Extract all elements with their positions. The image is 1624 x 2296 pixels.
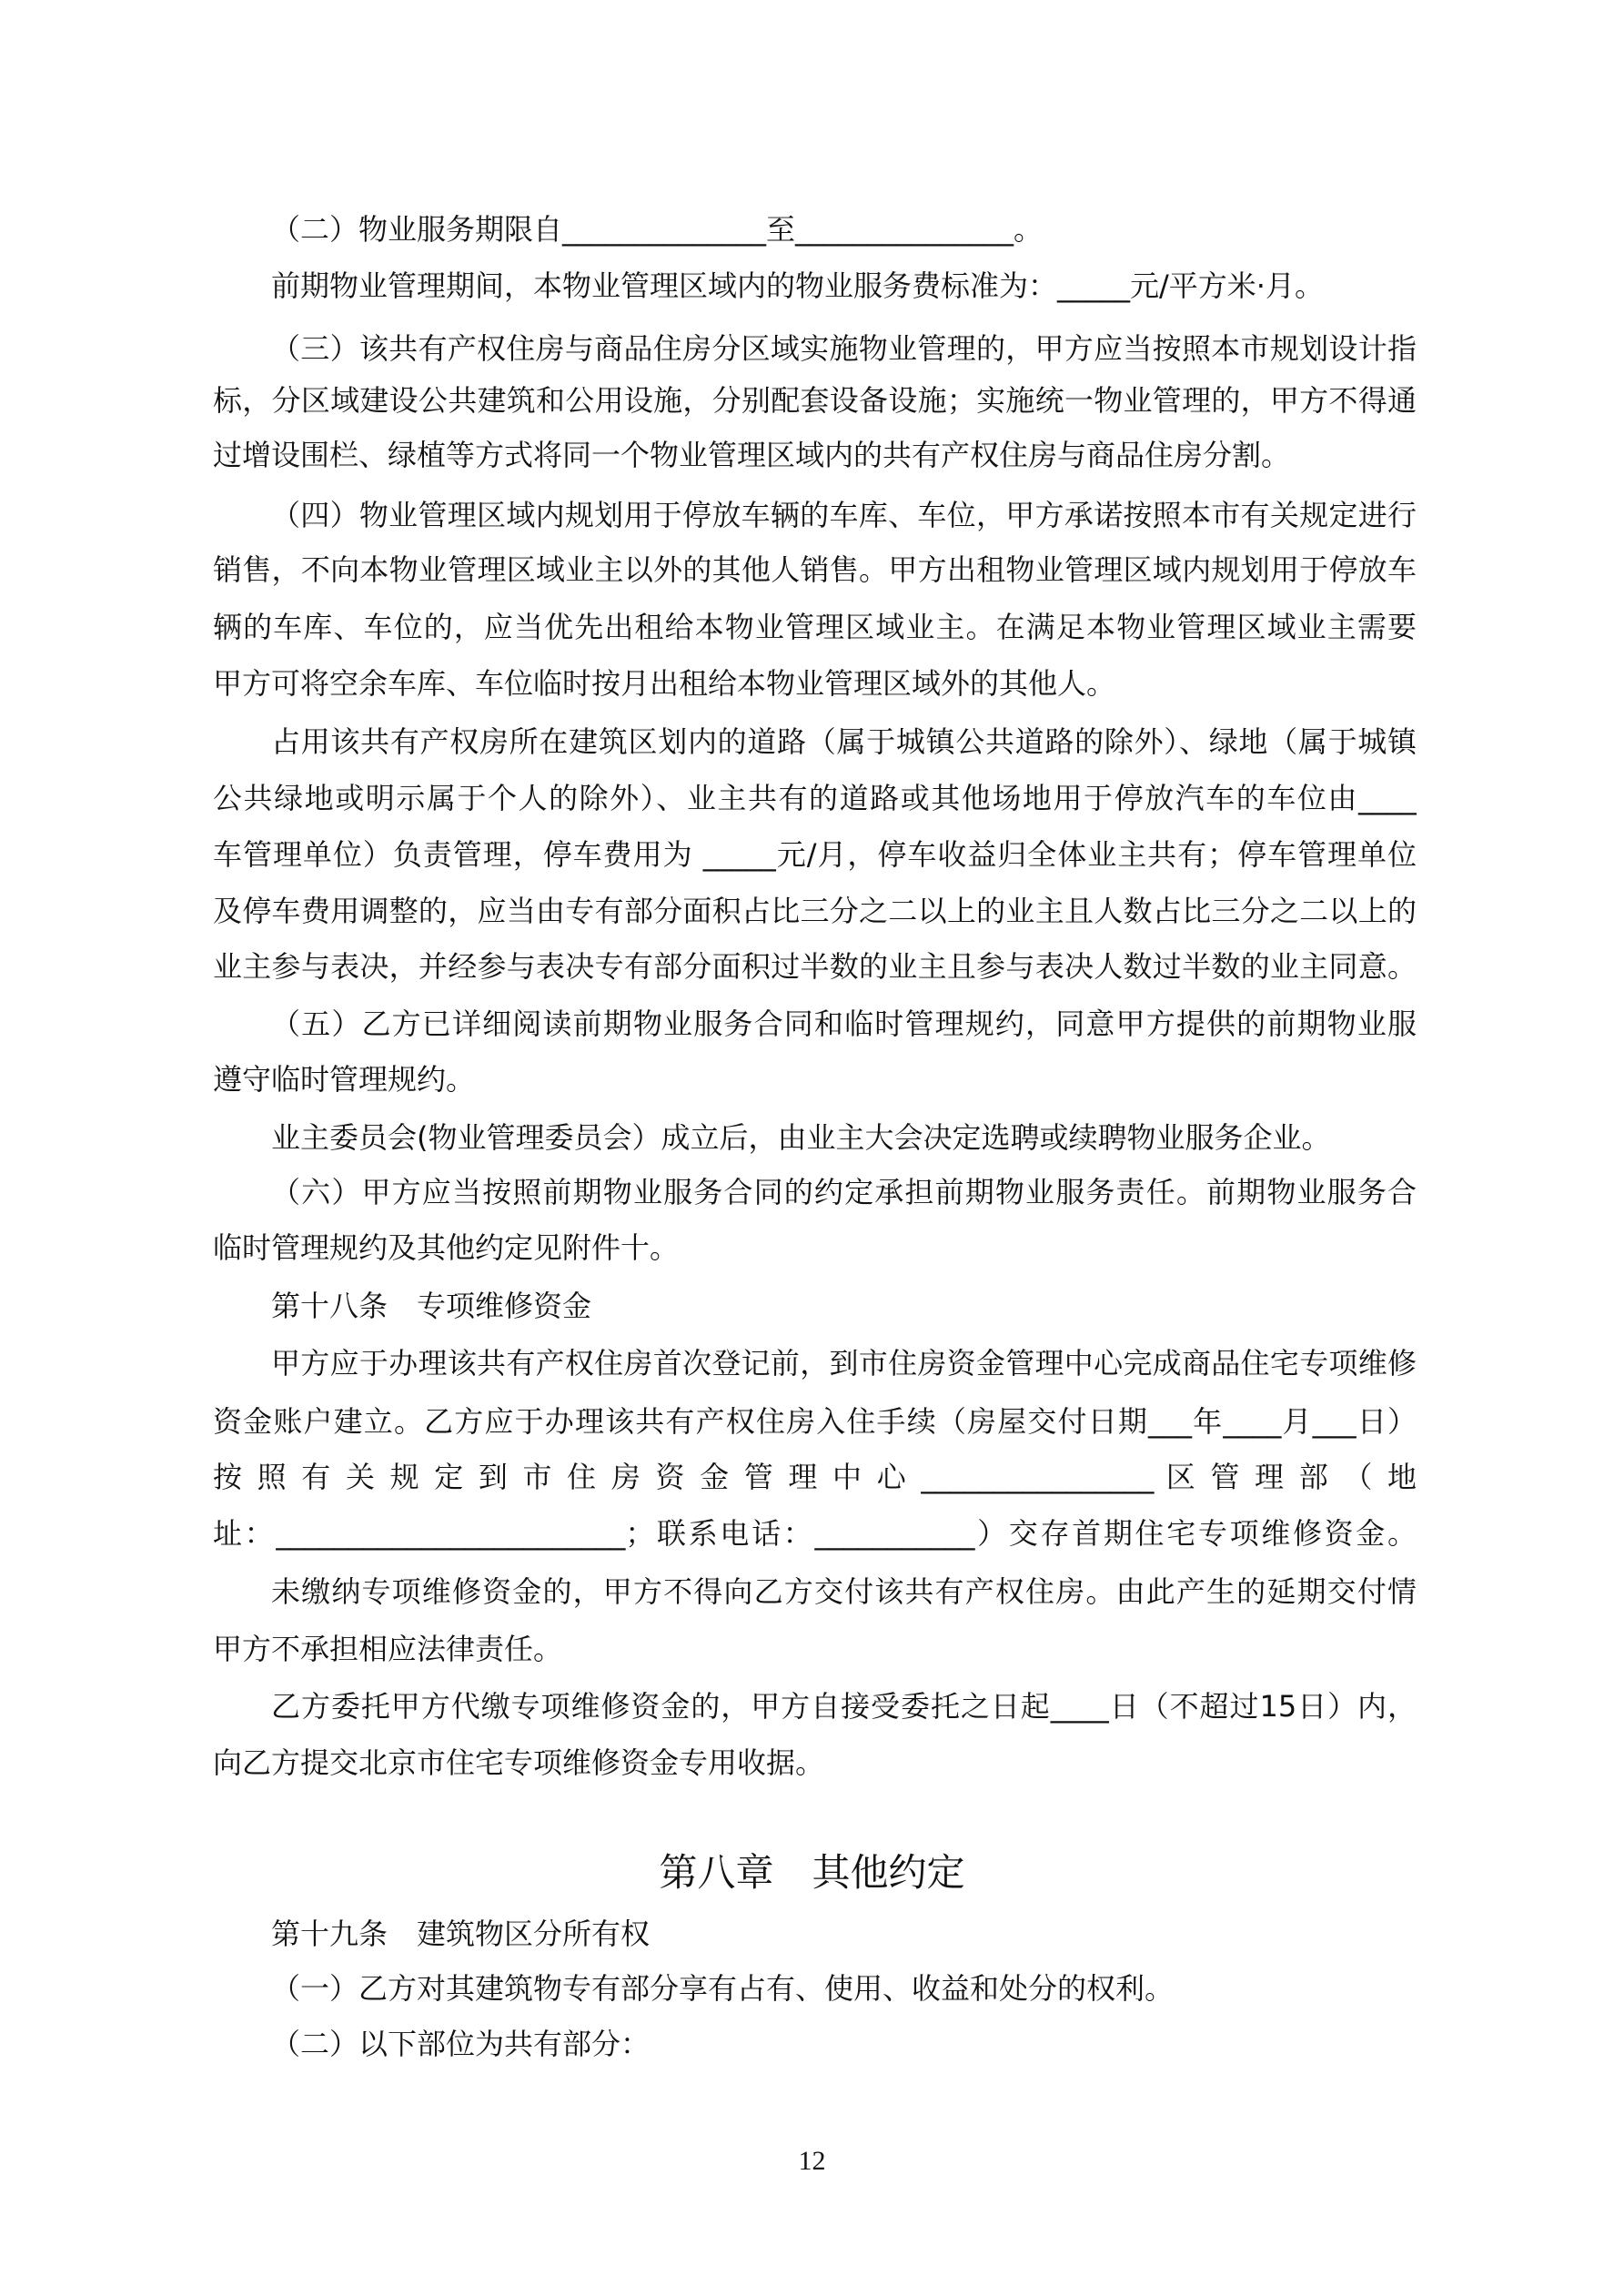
text-line: （四）物业管理区域内规划用于停放车辆的车库、车位，甲方承诺按照本市有关规定进行 [271,498,1417,532]
text-line: 及停车费用调整的，应当由专有部分面积占比三分之二以上的业主且人数占比三分之二以上的 [213,894,1417,928]
text-line: 甲方应于办理该共有产权住房首次登记前，到市住房资金管理中心完成商品住宅专项维修 [271,1346,1417,1381]
text-line: 临时管理规约及其他约定见附件十。 [213,1230,680,1265]
text-line: 标，分区域建设公共建筑和公用设施，分别配套设备设施；实施统一物业管理的，甲方不得通 [213,383,1417,418]
text-line: 甲方不承担相应法律责任。 [213,1632,563,1666]
text-line: 资金账户建立。乙方应于办理该共有产权住房入住手续（房屋交付日期___年____月___日） [213,1404,1417,1439]
text-line: 遵守临时管理规约。 [213,1062,476,1097]
text-line: 过增设围栏、绿植等方式将同一个物业管理区域内的共有产权住房与商品住房分割。 [213,438,1291,472]
text-line: 辆的车库、车位的，应当优先出租给本物业管理区域业主。在满足本物业管理区域业主需要 [213,610,1417,644]
page-number: 12 [798,2146,826,2176]
text-line: 车管理单位）负责管理，停车费用为 _____元/月，停车收益归全体业主共有；停车管理单位 [213,837,1417,872]
text-line: 乙方委托甲方代缴专项维修资金的，甲方自接受委托之日起____日（不超过15日）内， [271,1689,1417,1724]
text-line: 址：________________________；联系电话：___________）交存首期住宅专项维修资金。 [213,1516,1417,1551]
chapter-heading: 第八章 其他约定 [659,1850,965,1895]
text-line: 前期物业管理期间，本物业管理区域内的物业服务费标准为：_____元/平方米·月。 [271,268,1324,303]
text-line: （二）以下部位为共有部分： [271,2027,651,2061]
text-line: 公共绿地或明示属于个人的除外）、业主共有的道路或其他场地用于停放汽车的车位由____ [213,781,1417,815]
text-line: 按 照 有 关 规 定 到 市 住 房 资 金 管 理 中 心 ________________ 区 管 理 部 （ 地 [213,1460,1417,1494]
text-line: （六）甲方应当按照前期物业服务合同的约定承担前期物业服务责任。前期物业服务合 [271,1175,1417,1209]
text-line: （二）物业服务期限自______________至_______________。 [271,212,1044,247]
text-line: 业主委员会(物业管理委员会）成立后，由业主大会决定选聘或续聘物业服务企业。 [271,1120,1331,1155]
text-line: （三）该共有产权住房与商品住房分区域实施物业管理的，甲方应当按照本市规划设计指 [271,331,1417,366]
text-line: （一）乙方对其建筑物专有部分享有占有、使用、收益和处分的权利。 [271,1971,1175,2006]
text-line: 未缴纳专项维修资金的，甲方不得向乙方交付该共有产权住房。由此产生的延期交付情 [271,1574,1417,1609]
text-line: 向乙方提交北京市住宅专项维修资金专用收据。 [213,1745,825,1780]
text-line: 销售，不向本物业管理区域业主以外的其他人销售。甲方出租物业管理区域内规划用于停放车 [213,552,1417,587]
text-line: 甲方可将空余车库、车位临时按月出租给本物业管理区域外的其他人。 [213,666,1116,701]
article-heading: 第十八条 专项维修资金 [271,1289,592,1323]
text-line: 业主参与表决，并经参与表决专有部分面积过半数的业主且参与表决人数过半数的业主同意。 [213,949,1417,984]
article-heading: 第十九条 建筑物区分所有权 [271,1917,651,1951]
text-line: （五）乙方已详细阅读前期物业服务合同和临时管理规约，同意甲方提供的前期物业服 [271,1006,1417,1041]
text-line: 占用该共有产权房所在建筑区划内的道路（属于城镇公共道路的除外）、绿地（属于城镇 [271,724,1417,759]
